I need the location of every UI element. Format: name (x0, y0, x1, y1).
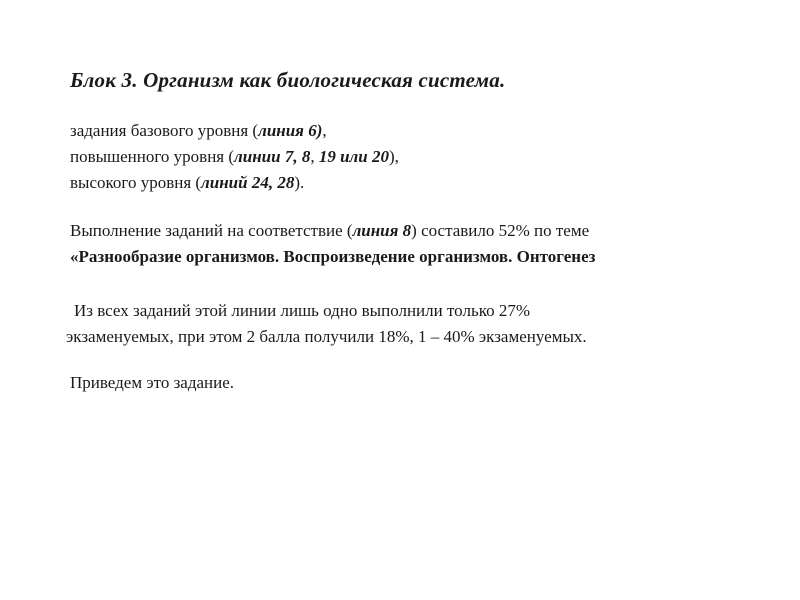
performance-paragraph (70, 218, 770, 270)
stats-line-2: экзаменуемых, при этом 2 балла получили 18%, 1 – 40% экзаменуемых. (66, 327, 587, 346)
difficulty-levels (70, 118, 770, 196)
advanced-level-lines-b: 19 или 20 (318, 147, 389, 166)
slide-content (66, 66, 770, 396)
stats-line-1: Из всех заданий этой линии лишь одно выполнили только 27% (74, 301, 531, 320)
advanced-level-line (70, 144, 770, 170)
performance-suffix: ) составило 52% по теме (411, 221, 590, 240)
advanced-level-lines-a: линии 7, 8 (234, 147, 311, 166)
advanced-level-prefix: повышенного уровня ( (70, 147, 235, 166)
basic-level-lines: линия 6) (258, 121, 323, 140)
basic-level-line (70, 118, 770, 144)
high-level-line (70, 170, 770, 196)
advanced-level-sep: , (310, 147, 319, 166)
performance-line (70, 218, 770, 244)
stats-paragraph (66, 298, 770, 350)
high-level-suffix: ). (294, 173, 305, 192)
performance-topic: «Разнообразие организмов. Воспроизведение организмов. Онтогенез (70, 247, 596, 266)
basic-level-prefix: задания базового уровня ( (70, 121, 259, 140)
performance-line-number: линия 8 (352, 221, 412, 240)
closing-text: Приведем это задание. (70, 373, 235, 392)
closing-paragraph (70, 370, 770, 396)
slide-title: Блок 3. Организм как биологическая система. (70, 68, 506, 92)
high-level-lines: линий 24, 28 (201, 173, 295, 192)
basic-level-suffix: , (322, 121, 327, 140)
performance-prefix: Выполнение заданий на соответствие ( (70, 221, 353, 240)
high-level-prefix: высокого уровня ( (70, 173, 202, 192)
advanced-level-suffix: ), (388, 147, 399, 166)
